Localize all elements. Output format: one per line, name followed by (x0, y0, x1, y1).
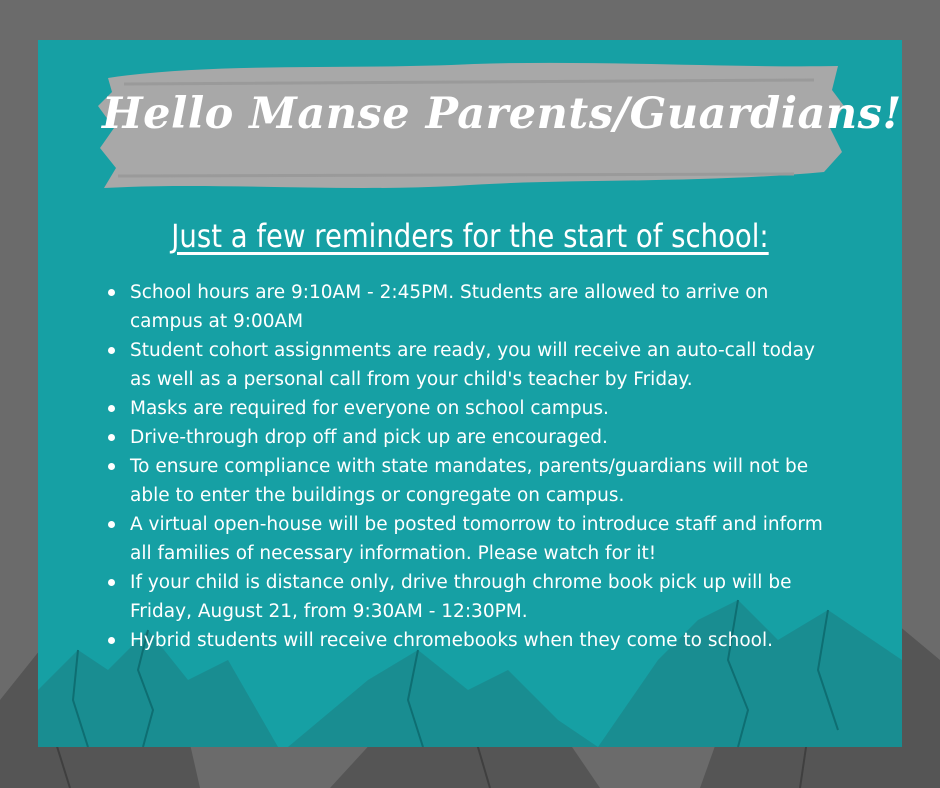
headline: Hello Manse Parents/Guardians! (102, 89, 902, 139)
list-item (96, 626, 836, 655)
subheading: Just a few reminders for the start of school: (171, 217, 769, 255)
list-item (96, 568, 836, 626)
reminder-text: Drive-through drop off and pick up are encouraged. (130, 427, 608, 448)
bullet-icon (108, 637, 115, 644)
list-item (96, 423, 836, 452)
announcement-panel (38, 40, 902, 747)
reminder-text: Hybrid students will receive chromebooks when they come to school. (130, 630, 774, 651)
bullet-icon (108, 463, 115, 470)
list-item (96, 510, 836, 568)
reminder-text: If your child is distance only, drive through chrome book pick up will be Friday, August 21, from 9:30AM - 12:30PM. (130, 572, 792, 622)
list-item (96, 394, 836, 423)
list-item (96, 336, 836, 394)
bullet-icon (108, 579, 115, 586)
reminder-text: Masks are required for everyone on school campus. (130, 398, 609, 419)
list-item (96, 278, 836, 336)
list-item (96, 452, 836, 510)
reminders-list (96, 278, 836, 655)
reminder-text: School hours are 9:10AM - 2:45PM. Students are allowed to arrive on campus at 9:00AM (130, 282, 769, 332)
reminder-text: Student cohort assignments are ready, you will receive an auto-call today as well as a personal call from your child's teacher by Friday. (130, 340, 815, 390)
reminder-text: To ensure compliance with state mandates, parents/guardians will not be able to enter the buildings or congregate on campus. (130, 456, 809, 506)
bullet-icon (108, 434, 115, 441)
bullet-icon (108, 521, 115, 528)
reminder-text: A virtual open-house will be posted tomorrow to introduce staff and inform all families of necessary information. Please watch for it! (130, 514, 823, 564)
bullet-icon (108, 289, 115, 296)
bullet-icon (108, 405, 115, 412)
bullet-icon (108, 347, 115, 354)
